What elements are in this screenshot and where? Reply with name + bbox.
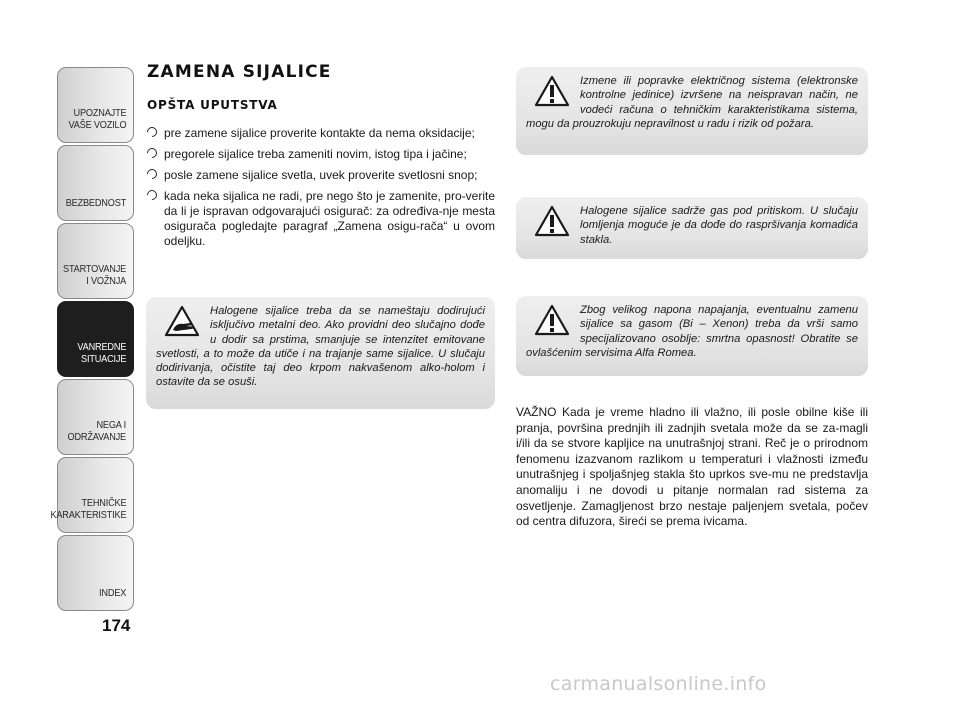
- warning-triangle-icon: [530, 303, 574, 337]
- list-item: [147, 147, 495, 162]
- tab-label: BEZBEDNOST: [65, 198, 126, 209]
- note-halogen-handling: [146, 297, 495, 409]
- warning-pressure: [516, 197, 868, 259]
- tab-label: VANREDNE SITUACIJE: [77, 342, 126, 365]
- tab-label: STARTOVANJE I VOŽNJA: [62, 264, 126, 287]
- tab-bezbednost[interactable]: [57, 145, 134, 221]
- bullet-icon: [145, 125, 159, 139]
- tab-label: UPOZNAJTE VAŠE VOZILO: [68, 108, 126, 131]
- list-item: [147, 168, 495, 183]
- page-number: 174: [102, 616, 131, 635]
- warning-text: Zbog velikog napona napajanja, eventualnu zamenu sijalice sa gasom (Bi – Xenon) treba da vrši samo specijalizovano osoblje: smrtna opasnost! Obratite se ovlašćenim servisima Alfa Romea.: [526, 304, 858, 359]
- tab-vanredne-situacije[interactable]: [57, 301, 134, 377]
- warning-text: Izmene ili popravke električnog sistema (elektronske kontrolne jedinice) izvršene na neispravan način, ne vodeći računa o tehničkim karakteristikama sistema, mogu da prouzrokuju nepravilnost u radu i rizik od požara.: [526, 75, 858, 130]
- list-item: [147, 126, 495, 141]
- tab-label: TEHNIČKE KARAKTERISTIKE: [50, 498, 126, 521]
- bullet-icon: [145, 146, 159, 160]
- watermark: carmanualsonline.info: [550, 673, 767, 695]
- list-item-text: kada neka sijalica ne radi, pre nego što je zamenite, pro-verite da li je ispravan odgovarajući osigurač: za određiva-nje mesta osigurača pogledajte paragraf „Zamena osigu-rača“ u ovom odeljku.: [164, 189, 495, 248]
- tab-nega-i-odrzavanje[interactable]: [57, 379, 134, 455]
- hand-note-icon: [160, 304, 204, 338]
- bullet-icon: [145, 167, 159, 181]
- tab-index[interactable]: [57, 535, 134, 611]
- tab-label: NEGA I ODRŽAVANJE: [67, 420, 126, 443]
- important-paragraph: VAŽNO Kada je vreme hladno ili vlažno, ili posle obilne kiše ili pranja, površina prednjih ili zadnjih svetala može da se za-magli i/ili da se stvore kapljice na unutrašnjoj strani. Reč je o prirodnom fenomenu izazvanom razlikom u temperaturi i vlažnosti između unutrašnjeg i spoljašnjeg stakla što uprkos sve-mu ne predstavlja anomaliju i ne dovodi u pitanje normalan rad sistema za osvetljenje. Zamagljenost brzo nestaje paljenjem svetala, počev od centra difuzora, šireći se prema ivicama.: [516, 405, 868, 529]
- warning-triangle-icon: [530, 204, 574, 238]
- section-subtitle: OPŠTA UPUTSTVA: [147, 98, 278, 112]
- warning-xenon: [516, 296, 868, 376]
- warning-text: Halogene sijalice sadrže gas pod pritiskom. U slučaju lomljenja moguće je da dođe do raspršivanja komadića stakla.: [580, 205, 858, 246]
- list-item-text: pregorele sijalice treba zameniti novim, istog tipa i jačine;: [164, 147, 467, 161]
- list-item: [147, 189, 495, 249]
- list-item-text: pre zamene sijalice proverite kontakte da nema oksidacije;: [164, 126, 475, 140]
- list-item-text: posle zamene sijalice svetla, uvek proverite svetlosni snop;: [164, 168, 478, 182]
- warning-electrical: [516, 67, 868, 155]
- tab-label: INDEX: [98, 588, 126, 599]
- instruction-list: [147, 126, 495, 255]
- note-text: Halogene sijalice treba da se nameštaju dodirujući isključivo metalni deo. Ako providni deo slučajno dođe u dodir sa prstima, smanjuje se intenzitet emitovane svetlosti, a to može da utiče i na trajanje same sijalice. U slučaju dodirivanja, očistite taj deo krpom nakvašenom alko-holom i ostavite da se osuši.: [156, 305, 485, 389]
- tab-tehnicke-karakteristike[interactable]: [50, 457, 134, 533]
- bullet-icon: [145, 188, 159, 202]
- warning-triangle-icon: [530, 74, 574, 108]
- tab-startovanje-i-voznja[interactable]: [57, 223, 134, 299]
- tab-upoznajte-vase-vozilo[interactable]: [57, 67, 134, 143]
- page-title: ZAMENA SIJALICE: [147, 62, 332, 82]
